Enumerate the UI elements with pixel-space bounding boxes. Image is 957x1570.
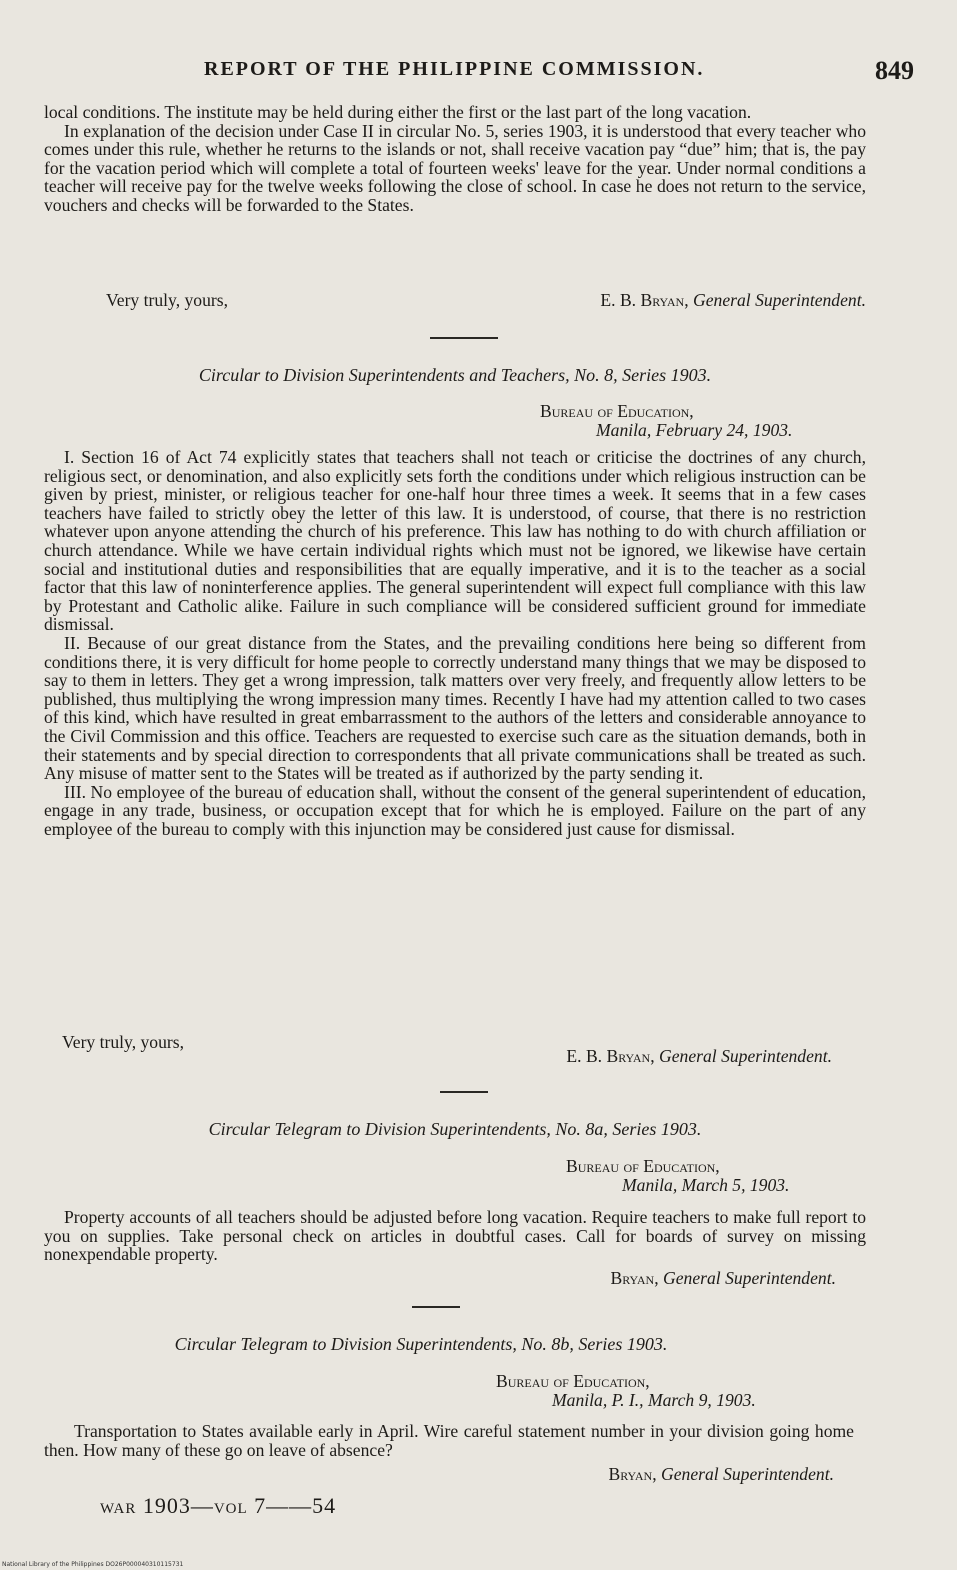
circular-8-section-1: I. Section 16 of Act 74 explicitly states that teachers shall not teach or criticise the doctrines of any church, religious sect, or denomination, and also explicitly sets forth the conditions under which religious instruction can be given by priest, minister, or religious teacher for one-half hour three times a week. It seems that in a few cases teachers have failed to strictly obey the letter of this law. It is understood, of course, that there is no restriction whatever upon anyone attending the church of his preference. This law has nothing to do with church affiliation or church attendance. While we have certain individual rights which must not be ignored, we likewise have certain social and institutional duties and responsibilities that are equally imperative, and it is to the teacher as a social factor that this law of noninterference applies. The general superintendent will expect full compliance with this law by Protestant and Catholic alike. Failure in such compliance will be considered sufficient ground for immediate dismissal. — [44, 447, 866, 635]
intro-paragraph-1: local conditions. The institute may be held during either the first or the last part of the long vacation. — [44, 102, 752, 122]
signature — [608, 1464, 834, 1485]
signature — [600, 290, 866, 311]
dateline-org: Bureau of Education, — [540, 401, 694, 421]
telegram-8b-dateline — [496, 1372, 756, 1410]
dateline-place: Manila, March 5, 1903. — [622, 1175, 790, 1195]
signature-name: Bryan, — [608, 1464, 657, 1484]
section-divider — [430, 337, 498, 339]
circular-8-title: Circular to Division Superintendents and Teachers, No. 8, Series 1903. — [198, 365, 712, 385]
scan-imprint: National Library of the Philippines DO26P000040310115731 — [2, 1561, 184, 1568]
telegram-8b-title: Circular Telegram to Division Superintendents, No. 8b, Series 1903. — [174, 1334, 668, 1354]
circular-8-section-3: III. No employee of the bureau of education shall, without the consent of the general superintendent of education, engage in any trade, business, or occupation except that for which he is employed. Failure on the part of any employee of the bureau to comply with this injunction may be considered just cause for dismissal. — [44, 781, 866, 839]
circular-8-dateline — [540, 402, 792, 440]
closing: Very truly, yours, — [62, 1032, 184, 1052]
signature-title: General Superintendent. — [693, 290, 866, 310]
section-divider — [440, 1091, 488, 1093]
telegram-8a-text — [44, 1208, 866, 1264]
signature-title: General Superintendent. — [661, 1464, 834, 1484]
running-head: REPORT OF THE PHILIPPINE COMMISSION. — [204, 58, 705, 80]
signature — [610, 1268, 836, 1289]
telegram-8b-body: Transportation to States available early in April. Wire careful statement number in your division going home then. How many of these go on leave of absence? — [44, 1421, 854, 1460]
circular-8-section-2: II. Because of our great distance from the States, and the prevailing conditions here being so different from conditions there, it is very difficult for home people to correctly understand many things that we may be disposed to say to them in letters. They get a wrong impression, talk matters over very freely, and frequently allow letters to be published, thus multiplying the wrong impression many times. Recently I have had my attention called to two cases of this kind, which have resulted in great embarrassment to the authors of the letters and considerable annoyance to the Civil Commission and this office. Teachers are requested to exercise such care as the situation demands, both in their statements and by special direction to correspondents that all private communications shall be treated as such. Any misuse of matter sent to the States will be treated as if authorized by the party sending it. — [44, 632, 866, 784]
section-divider — [412, 1306, 460, 1308]
intro-text — [44, 103, 866, 215]
dateline-place: Manila, P. I., March 9, 1903. — [552, 1390, 756, 1410]
signature-name: E. B. Bryan, — [566, 1046, 655, 1066]
signature-name: Bryan, — [610, 1268, 659, 1288]
closing: Very truly, yours, — [106, 290, 228, 310]
dateline-org: Bureau of Education, — [566, 1156, 720, 1176]
intro-paragraph-2: In explanation of the decision under Case II in circular No. 5, series 1903, it is understood that every teacher who comes under this rule, whether he returns to the islands or not, shall receive vacation pay “due” him; that is, the pay for the vacation period which will complete a total of fourteen weeks' leave for the year. Under normal conditions a teacher will receive pay for the twelve weeks following the close of school. In case he does not return to the service, vouchers and checks will be forwarded to the States. — [44, 120, 866, 215]
dateline-org: Bureau of Education, — [496, 1371, 650, 1391]
signature-name: E. B. Bryan, — [600, 290, 689, 310]
telegram-8a-dateline — [566, 1157, 789, 1195]
telegram-8a-body: Property accounts of all teachers should be adjusted before long vacation. Require teachers to make full report to you on supplies. Take personal check on articles in doubtful cases. Call for boards of survey on missing nonexpendable property. — [44, 1207, 866, 1265]
signature-title: General Superintendent. — [663, 1268, 836, 1288]
signature-title: General Superintendent. — [659, 1046, 832, 1066]
telegram-8b-text — [44, 1422, 854, 1459]
signature-mark: war 1903—vol 7——54 — [100, 1493, 337, 1518]
signature — [566, 1046, 832, 1067]
dateline-place: Manila, February 24, 1903. — [596, 420, 793, 440]
telegram-8a-title: Circular Telegram to Division Superintendents, No. 8a, Series 1903. — [208, 1119, 702, 1139]
page-header — [44, 56, 914, 90]
circular-8-text — [44, 448, 866, 838]
page-number: 849 — [875, 56, 914, 85]
